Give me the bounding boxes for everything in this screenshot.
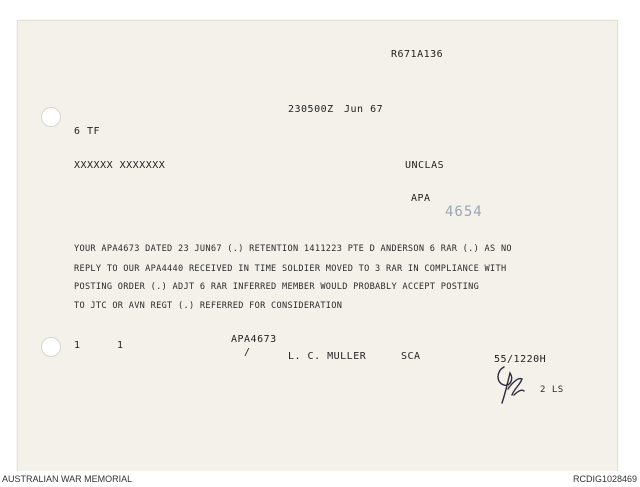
date-time-group: 230500Z [288,104,334,115]
archive-id: RCDIG1028469 [572,474,637,484]
punch-hole-bottom [41,337,61,357]
punch-hole-top [41,107,61,127]
footer-reference-mark: / [244,347,251,358]
body-line-3: POSTING ORDER (.) ADJT 6 RAR INFERRED MEMBER WOULD PROBABLY ACCEPT POSTING [74,282,480,292]
footer-page-a: 1 [74,340,81,351]
handwritten-signature [492,361,532,411]
footer-page-b: 1 [117,340,124,351]
message-date: Jun 67 [344,104,384,115]
time-reference: 55/1220H [494,354,547,365]
body-line-1: YOUR APA4673 DATED 23 JUN67 (.) RETENTION 1411223 PTE D ANDERSON 6 RAR (.) AS NO [74,244,512,254]
officer-name: L. C. MULLER [288,351,367,362]
body-line-4: TO JTC OR AVN REGT (.) REFERRED FOR CONSIDERATION [74,301,343,311]
archive-source: AUSTRALIAN WAR MEMORIAL [2,474,133,484]
serial-stamp: 4654 [445,204,483,220]
initials-note: 2 LS [540,385,564,395]
to-line: APA [411,193,431,204]
classification: UNCLAS [405,160,445,171]
officer-unit: SCA [401,351,421,362]
struck-through-line: XXXXXX XXXXXXX [74,160,166,171]
reference-number: R671A136 [391,49,444,60]
body-line-2: REPLY TO OUR APA4440 RECEIVED IN TIME SOLDIER MOVED TO 3 RAR IN COMPLIANCE WITH [74,264,507,274]
footer-reference: APA4673 [231,334,277,345]
from-line: 6 TF [74,126,101,137]
